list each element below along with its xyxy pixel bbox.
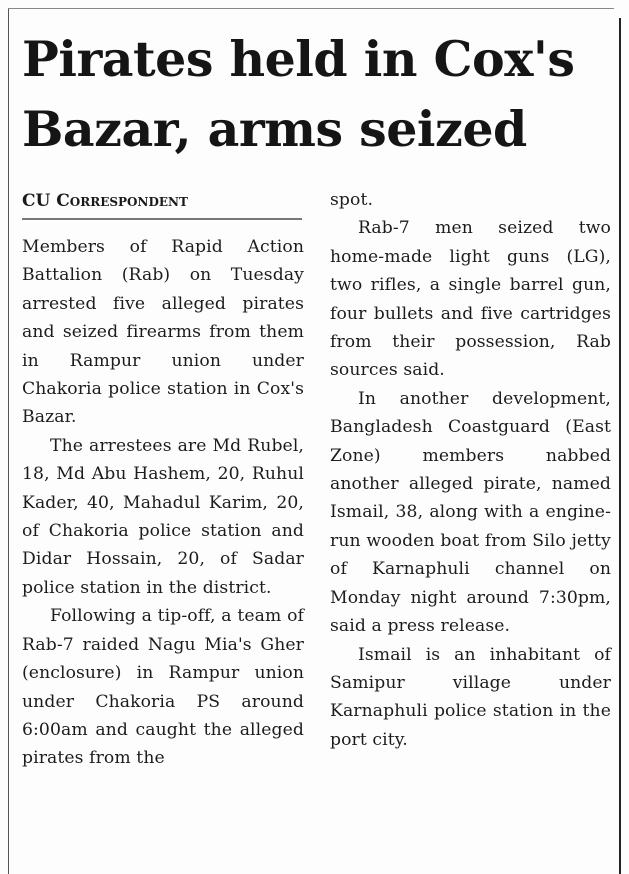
clipping-top-rule	[8, 8, 614, 9]
article-headline	[22, 24, 622, 164]
article-column-left	[22, 233, 304, 773]
paragraph: Members of Rapid Action Battalion (Rab) on Tuesday arrested five alleged pirates and seized firearms from them in Rampur union under Chakoria police station in Cox's Bazar.	[22, 237, 304, 428]
paragraph: Ismail is an inhabitant of Samipur village under Karnaphuli police station in the port city.	[330, 644, 611, 750]
article-byline: CU Correspondent	[22, 188, 302, 220]
paragraph: Following a tip-off, a team of Rab-7 raided Nagu Mia's Gher (enclosure) in Rampur union under Chakoria PS around 6:00am and caught the alleged pirates from the	[22, 606, 304, 769]
paragraph-continuation: spot.	[330, 190, 374, 210]
article-column-right	[330, 186, 611, 754]
paragraph: In another development, Bangladesh Coastguard (East Zone) members nabbed another alleged pirate, named Ismail, 38, along with a engine-run wooden boat from Silo jetty of Karnaphuli channel on Monday night around 7:30pm, said a press release.	[330, 388, 611, 637]
headline-line-1: Pirates held in Cox's	[22, 30, 575, 88]
clipping-left-rule	[8, 8, 9, 874]
paragraph: Rab-7 men seized two home-made light guns (LG), two rifles, a single barrel gun, four bullets and five cartridges from their possession, Rab sources said.	[330, 218, 611, 381]
paragraph: The arrestees are Md Rubel, 18, Md Abu Hashem, 20, Ruhul Kader, 40, Mahadul Karim, 20, of Chakoria police station and Didar Hossain, 20, of Sadar police station in the district.	[22, 435, 304, 598]
headline-line-2: Bazar, arms seized	[22, 100, 527, 158]
